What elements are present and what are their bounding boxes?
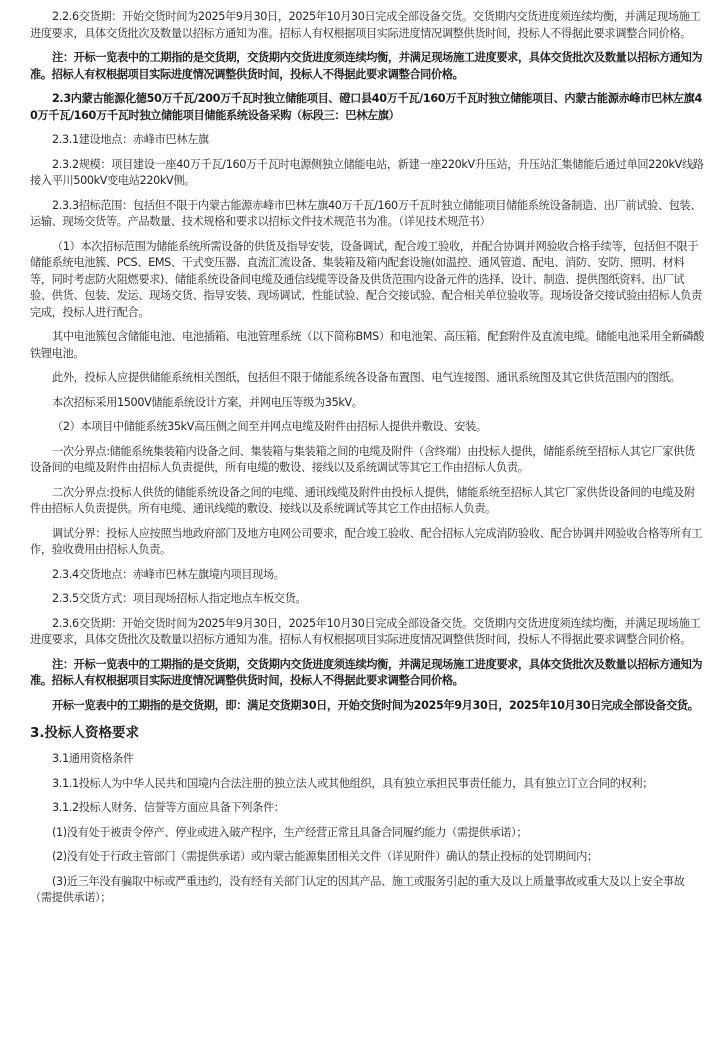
para-2-3-6: 2.3.6交货期：开始交货时间为2025年9月30日，2025年10月30日完成全部设备交货。交货期内交货进度须连续均衡，并满足现场施工进度要求，具体交货批次及数量以招标方通知为准。招标人有权根据项目实际进度情况调整供货时间，投标人不得据此要求调整合同价格。 <box>30 616 701 646</box>
section-title: 3.投标人资格要求 <box>30 725 140 741</box>
para-2-3-1: 2.3.1建设地点：赤峰市巴林左旗 <box>52 133 209 146</box>
para-condition-2: (2)没有处于行政主管部门（需提供承诺）或内蒙古能源集团相关文件（详见附件）确认的禁止投标的处罚期间内； <box>52 850 598 863</box>
note-delivery-period: 开标一览表中的工期指的是交货期，即：满足交货期30日，开始交货时间为2025年9月30日，2025年10月30日完成全部设备交货。 <box>52 698 699 712</box>
para-condition-3: (3)近三年没有骗取中标或严重违约，没有经有关部门认定的因其产品、施工或服务引起的重大及以上质量事故或重大及以上安全事故（需提供承诺）； <box>30 874 685 904</box>
para-2-3-2: 2.3.2规模：项目建设一座40万千瓦/160万千瓦时电源侧独立储能电站，新建一座220kV升压站，升压站汇集储能后通过单回220kV线路接入平川500kV变电站220kV侧。 <box>30 157 704 187</box>
para-3-1-2: 3.1.2投标人财务、信誉等方面应具备下列条件： <box>52 801 285 814</box>
para-1500v: 本次招标采用1500V储能系统设计方案，并网电压等级为35kV。 <box>52 395 363 409</box>
para-secondary-boundary: 二次分界点:投标人供货的储能系统设备之间的电缆、通讯线缆及附件由投标人提供，储能系统至招标人其它厂家供货设备间的电缆及附件由招标人负责提供。所有电缆、通讯线缆的敷设、接线以及系统调试等其它工作由招标人负责。 <box>30 485 695 515</box>
para-2-2-6: 2.2.6交货期：开始交货时间为2025年9月30日，2025年10月30日完成全部设备交货。交货期内交货进度须连续均衡，并满足现场施工进度要求，具体交货批次及数量以招标方通知为准。招标人有权根据项目实际进度情况调整供货时间，投标人不得据此要求调整合同价格。 <box>30 10 701 40</box>
para-primary-boundary: 一次分界点:储能系统集装箱内设备之间、集装箱与集装箱之间的电缆及附件（含终端）由投标人提供，储能系统至招标人其它厂家供货设备间的电缆及附件由招标人负责提供，所有电缆的敷设、接线以及系统调试等其它工作由招标人负责。 <box>30 444 695 474</box>
para-2-3-3: 2.3.3招标范围：包括但不限于内蒙古能源赤峰市巴林左旗40万千瓦/160万千瓦时独立储能项目储能系统设备制造、出厂前试验、包装、运输、现场交货等。产品数量、技术规格和要求以招标文件技术规范书为准。（详见技术规范书） <box>30 198 702 228</box>
para-condition-1: (1)没有处于被责令停产、停业或进入破产程序，生产经营正常且具备合同履约能力（需提供承诺）； <box>52 825 528 839</box>
para-2-3-5: 2.3.5交货方式：项目现场招标人指定地点车板交货。 <box>52 592 307 605</box>
note-2-3: 注：开标一览表中的工期指的是交货期，交货期内交货进度须连续均衡，并满足现场施工进度要求，具体交货批次及数量以招标方通知为准。招标人有权根据项目实际进度情况调整供货时间，投标人不得据此要求调整合同价格。 <box>30 657 703 687</box>
note-2-2: 注：开标一览表中的工期指的是交货期，交货期内交货进度须连续均衡，并满足现场施工进度要求，具体交货批次及数量以招标方通知为准。招标人有权根据项目实际进度情况调整供货时间，投标人不得据此要求调整合同价格。 <box>30 51 703 81</box>
para-commissioning-boundary: 调试分界：投标人应按照当地政府部门及地方电网公司要求，配合竣工验收、配合招标人完成消防验收、配合协调并网验收合格等所有工作，验收费用由招标人负责。 <box>30 526 703 556</box>
para-drawings: 此外，投标人应提供储能系统相关图纸，包括但不限于储能系统各设备布置图、电气连接图、通讯系统图及其它供货范围内的图纸。 <box>52 371 681 384</box>
para-3-1: 3.1通用资格条件 <box>52 752 134 765</box>
heading-2-3: 2.3内蒙古能源化德50万千瓦/200万千瓦时独立储能项目、磴口县40万千瓦/160万千瓦时独立储能项目、内蒙古能源赤峰市巴林左旗40万千瓦/160万千瓦时独立储能项目储能系统设备采购（标段三：巴林左旗） <box>30 92 702 122</box>
para-2-3-4: 2.3.4交货地点：赤峰市巴林左旗境内项目现场。 <box>52 567 285 581</box>
para-scope-1: （1）本次招标范围为储能系统所需设备的供货及指导安装，设备调试，配合竣工验收，并配合协调并网验收合格手续等，包括但不限于储能系统电池簇、PCS、EMS、干式变压器、直流汇流设备、集装箱及箱内配套设施(如温控、通风管道、配电、消防、安防、照明、材料等，同时考虑防火阻燃要求)、储能系统设备间电缆及通信线缆等设备及供货范围内设备元件的选择、设计、制造、提供图纸资料、出厂试验、供货、包装、发运、现场交货、指导安装、现场调试、性能试验、配合交接试验、配合相关单位验收等。现场设备交接试验由招标人负责完成，投标人进行配合。 <box>30 239 702 319</box>
para-scope-2: （2）本项目中储能系统35kV高压侧之间至并网点电缆及附件由招标人提供并敷设、安装。 <box>52 420 487 433</box>
para-3-1-1: 3.1.1投标人为中华人民共和国境内合法注册的独立法人或其他组织，具有独立承担民事责任能力，具有独立订立合同的权利； <box>52 776 654 790</box>
para-battery-cluster: 其中电池簇包含储能电池、电池插箱、电池管理系统（以下简称BMS）和电池架、高压箱、配套附件及直流电缆。储能电池采用全新磷酸铁锂电池。 <box>30 330 704 360</box>
